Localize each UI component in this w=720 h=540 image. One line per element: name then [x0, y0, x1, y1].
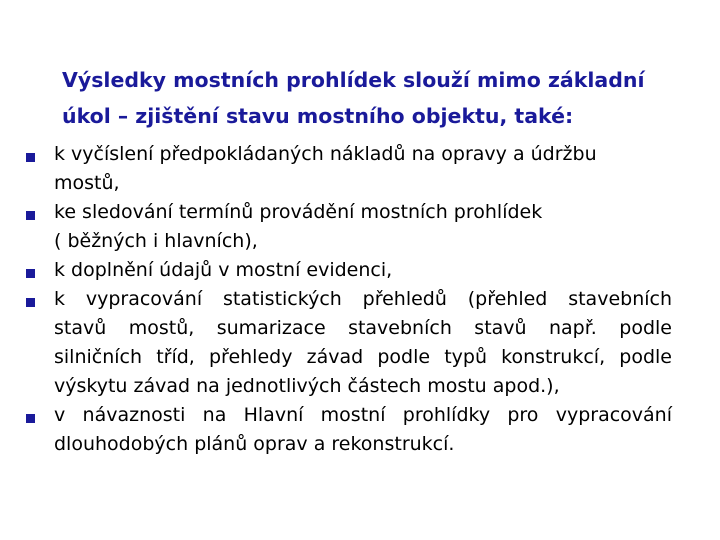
bullet-list	[26, 140, 686, 459]
list-item	[26, 401, 686, 459]
list-item-text	[54, 285, 672, 401]
text-line: stavů mostů, sumarizace stavebních stavů např. podle	[54, 317, 672, 339]
text-line: k doplnění údajů v mostní evidenci,	[54, 259, 393, 281]
list-item	[26, 140, 686, 198]
list-item-text	[54, 198, 672, 256]
list-item	[26, 285, 686, 401]
list-item	[26, 198, 686, 256]
square-bullet-icon	[26, 269, 35, 278]
title-line: Výsledky mostních prohlídek slouží mimo základní	[62, 68, 645, 92]
square-bullet-icon	[26, 414, 35, 423]
list-item-text	[54, 256, 672, 285]
text-line: výskytu závad na jednotlivých částech mostu apod.),	[54, 375, 560, 397]
square-bullet-icon	[26, 211, 35, 220]
title-line: úkol – zjištění stavu mostního objektu, také:	[62, 104, 574, 128]
text-line: dlouhodobých plánů oprav a rekonstrukcí.	[54, 433, 455, 455]
square-bullet-icon	[26, 153, 35, 162]
text-line: k vyčíslení předpokládaných nákladů na opravy a údržbu	[54, 143, 597, 165]
text-line: silničních tříd, přehledy závad podle typů konstrukcí, podle	[54, 346, 672, 368]
list-item-text	[54, 140, 672, 198]
text-line: ke sledování termínů provádění mostních prohlídek	[54, 201, 543, 223]
list-item	[26, 256, 686, 285]
text-line: v návaznosti na Hlavní mostní prohlídky pro vypracování	[54, 404, 672, 426]
square-bullet-icon	[26, 298, 35, 307]
list-item-text	[54, 401, 672, 459]
text-line: k vypracování statistických přehledů (přehled stavebních	[54, 288, 672, 310]
text-line: ( běžných i hlavních),	[54, 230, 258, 252]
slide-title	[62, 62, 662, 134]
text-line: mostů,	[54, 172, 120, 194]
